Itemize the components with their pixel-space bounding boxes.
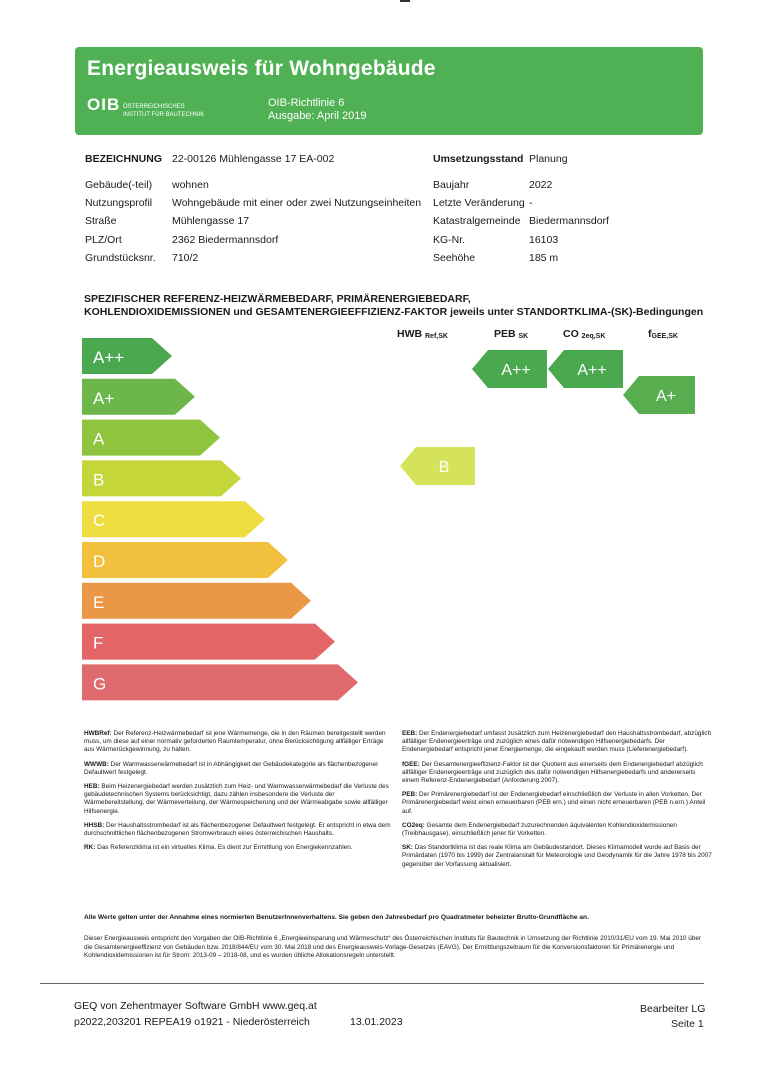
assumption-note: Alle Werte gelten unter der Annahme eines normierten BenutzerInnenverhaltens. Sie geben den Jahresbedarf pro Quadratmeter beheizter Brutto-Grundfläche an. — [84, 914, 589, 921]
scale-label: A+ — [93, 388, 115, 408]
definition-text: Das Standortklima ist das reale Klima am Gebäudestandort. Dieses Klimamodell wurde auf Basis der Primärdaten (1970 bis 1999) der Zentralanstalt für Meteorologie und Geodynamik für die Jahre 1978 bis 2007 gegenüber der Vorfassung aktualisiert. — [402, 844, 712, 868]
scale-arrow — [82, 664, 358, 700]
definition-term: HEB: — [84, 783, 100, 791]
building-detail-label: Nutzungsprofil — [85, 197, 153, 210]
guideline: OIB-Richtlinie 6 — [268, 97, 345, 109]
building-detail-label: Seehöhe — [433, 251, 476, 264]
column-peb-main: PEB — [494, 328, 516, 340]
hwb-marker-shape — [400, 447, 475, 485]
building-detail-label: Baujahr — [433, 179, 470, 191]
umsetzung-value: Planung — [529, 153, 568, 165]
definition-term: fGEE: — [402, 760, 420, 768]
bezeichnung-value: 22-00126 Mühlengasse 17 EA-002 — [172, 153, 335, 165]
fgee-result-label: A+ — [655, 388, 677, 405]
building-detail-value: 710/2 — [172, 251, 199, 264]
column-peb-sub: SK — [518, 333, 529, 340]
header-banner — [75, 47, 703, 135]
hwb-result-marker — [400, 447, 475, 485]
umsetzung-label: Umsetzungsstand — [433, 153, 524, 165]
scale-label: C — [93, 511, 106, 531]
footer-date: 13.01.2023 — [350, 1016, 403, 1028]
guideline-info — [268, 97, 366, 123]
definition-term: PEB: — [402, 791, 418, 799]
definition-item — [402, 730, 712, 755]
oib-logo: OIB — [87, 95, 121, 114]
rating-title-line-2: KOHLENDIOXIDEMISSIONEN und GESAMTENERGIEEFFIZIENZ-FAKTOR jeweils unter STANDORTKLIMA-(SK)-Bedingungen — [84, 306, 704, 318]
footer-code: p2022,203201 REPEA19 o1921 - Niederösterreich — [74, 1016, 310, 1028]
definition-term: HHSB: — [84, 821, 105, 829]
scale-label: B — [93, 470, 105, 490]
definition-term: CO2eq: — [402, 821, 425, 829]
scale-label: E — [93, 592, 105, 612]
column-fgee-main: f — [648, 328, 652, 340]
scale-arrow — [82, 583, 311, 619]
hwb-result-label: B — [438, 459, 450, 476]
column-hwb — [397, 328, 448, 340]
definition-item — [84, 761, 394, 777]
definition-text: Der Warmwasserwärmebedarf ist in Abhängigkeit der Gebäudekategorie als flächenbezogener Defaultwert festgelegt. — [84, 760, 379, 776]
page-title: Energieausweis für Wohngebäude — [87, 57, 436, 80]
definition-item — [402, 844, 712, 869]
definition-term: RK: — [84, 844, 96, 852]
efficiency-scale — [82, 338, 372, 708]
peb-result-marker — [472, 350, 547, 388]
footer-editor: Bearbeiter LG — [640, 1003, 706, 1015]
fgee-result-marker — [623, 376, 695, 414]
definition-item — [402, 761, 712, 786]
column-co2-sub: 2eq,SK — [581, 333, 606, 340]
definition-item — [84, 844, 394, 852]
scale-class-c — [82, 501, 265, 537]
building-detail-value: 2022 — [529, 179, 553, 191]
edition: Ausgabe: April 2019 — [268, 110, 367, 122]
scale-class-f — [82, 624, 335, 660]
top-mark — [400, 0, 410, 2]
scale-label: F — [93, 633, 104, 653]
scale-class-aplusplus — [82, 338, 172, 374]
definition-text: Der Referenz-Heizwärmebedarf ist jene Wärmemenge, die in den Räumen bereitgestellt werden muss, um diese auf einer normativ geforderten Raumtemperatur, ohne Berücksichtigung allfälliger Erträge aus Wärmerückgewinnung, zu halten. — [84, 730, 386, 754]
column-co2 — [563, 328, 605, 340]
scale-label: A — [93, 429, 105, 449]
definition-term: WWWB: — [84, 760, 109, 768]
building-detail-label: PLZ/Ort — [85, 233, 122, 246]
definition-text: Der Endenergiebedarf umfasst zusätzlich zum Heizenergiebedarf den Haushaltsstrombedarf, abzüglich allfälliger Endenergieerträge und zuzüglich eines dafür notwendigen Hilfsenergiebedarfs. Der Endenergiebedarf entspricht jener Energiemenge, die eingekauft werden muss (Lieferenergiebedarf). — [402, 730, 712, 754]
column-hwb-main: HWB — [397, 328, 423, 340]
building-detail-label: Straße — [85, 215, 117, 228]
definition-term: HWBRef: — [84, 730, 112, 737]
scale-arrow — [82, 624, 335, 660]
definition-item — [84, 730, 394, 755]
institute-line-2: INSTITUT FÜR BAUTECHNIK — [123, 112, 205, 118]
scale-label: D — [93, 552, 106, 571]
column-fgee-sub: GEE,SK — [651, 333, 678, 340]
institute-name — [123, 103, 204, 119]
definitions-right — [402, 730, 712, 875]
building-detail-label: Katastralgemeinde — [433, 215, 521, 228]
building-detail-value: Biedermannsdorf — [529, 215, 609, 228]
scale-class-g — [82, 664, 358, 700]
definition-term: EEB: — [402, 730, 418, 737]
efficiency-scale-svg — [82, 338, 372, 708]
definition-text: Gesamte dem Endenergiebedarf zuzurechnenden äquivalenten Kohlendioxidemissionen (Treibhausgase), einschließlich jener für Vorketten. — [402, 821, 677, 838]
legal-note: Dieser Energieausweis entspricht den Vorgaben der OIB-Richtlinie 6 „Energieeinsparung und Wärmeschutz“ des Österreichischen Instituts für Bautechnik in Umsetzung der Richtlinie 2010/31/EU vom 19. Mai 2010 über die Gesamtenergieeffizienz von Gebäuden bzw. 2018/844/EU vom 30. Mai 2018 und des Energieausweis-Vorlage-Gesetzes (EAVG). Der Ermittlungszeitraum für die Konversionsfaktoren für Primärenergie und Kohlendioxidemissionen ist für Strom: 2013-09 – 2018-08, und es wurden übliche Allokationsregeln unterstellt. — [84, 935, 702, 960]
building-detail-value: wohnen — [172, 179, 209, 191]
definitions-left — [84, 730, 394, 858]
building-detail-value: - — [529, 197, 533, 210]
definition-item — [402, 822, 712, 838]
building-detail-value: 185 m — [529, 251, 559, 264]
scale-label: A++ — [93, 348, 125, 367]
footer-divider — [40, 983, 704, 984]
scale-class-b — [82, 460, 241, 496]
co2-result-marker — [548, 350, 623, 388]
footer-page: Seite 1 — [671, 1018, 704, 1030]
building-detail-value: Wohngebäude mit einer oder zwei Nutzungseinheiten — [172, 197, 422, 210]
scale-arrow — [82, 542, 288, 578]
footer-software: GEQ von Zehentmayer Software GmbH www.geq.at — [74, 1000, 317, 1012]
building-detail-label: Letzte Veränderung — [433, 197, 525, 210]
peb-result-label: A++ — [501, 362, 531, 379]
definition-text: Beim Heizenergiebedarf werden zusätzlich zum Heiz- und Warmwasserwärmebedarf die Verluste des gebäudetechnischen Systems berücksichtigt, dazu zählen insbesondere die Verluste der Wärmebereitstellung, der Wärmeverteilung, der Wärmespeicherung und der Wärmeabgabe sowie allfälliger Hilfsenergie. — [84, 783, 389, 815]
column-hwb-sub: Ref,SK — [425, 333, 448, 340]
building-detail-value: 2362 Biedermannsdorf — [172, 233, 279, 246]
rating-title-line-1: SPEZIFISCHER REFERENZ-HEIZWÄRMEBEDARF, PRIMÄRENERGIEBEDARF, — [84, 293, 471, 305]
institute-line-1: ÖSTERREICHISCHES — [123, 104, 185, 110]
building-detail-label: Grundstücksnr. — [85, 251, 156, 264]
rating-section-title — [84, 293, 704, 319]
definition-text: Das Referenzklima ist ein virtuelles Klima. Es dient zur Ermittlung von Energiekennzahlen. — [95, 844, 353, 852]
definition-text: Der Primärenergiebedarf ist der Endenergiebedarf einschließlich der Verluste in allen Vorketten. Der Primärenergiebedarf weist einen erneuerbaren (PEB ern.) und einen nicht erneuerbaren (PEB n.ern.) Anteil auf. — [402, 791, 706, 815]
scale-class-a — [82, 420, 220, 456]
definition-text: Der Haushaltsstrombedarf ist als flächenbezogener Defaultwert festgelegt. Er entspricht in etwa dem durchschnittlichen flächenbezogenen Stromverbrauch eines österreichischen Haushalts. — [84, 821, 391, 838]
co2-result-label: A++ — [577, 362, 607, 379]
definition-item — [84, 822, 394, 838]
definition-item — [402, 791, 712, 816]
definition-text: Der Gesamtenergieeffizienz-Faktor ist der Quotient aus einerseits dem Endenergiebedarf abzüglich allfälliger Endenergieerträge und zuzüglich des dafür notwendigen Hilfsenergiebedarfs und andererseits einem Referenz-Endenergiebedarf (Anforderung 2007). — [402, 760, 703, 785]
scale-class-d — [82, 542, 288, 578]
definition-item — [84, 783, 394, 816]
column-fgee — [648, 328, 678, 340]
column-co2-main: CO — [563, 328, 579, 340]
definition-term: SK: — [402, 844, 414, 852]
bezeichnung-label: BEZEICHNUNG — [85, 153, 163, 165]
building-detail-value: 16103 — [529, 233, 559, 246]
building-detail-label: Gebäude(-teil) — [85, 179, 153, 191]
scale-label: G — [93, 674, 107, 694]
building-detail-value: Mühlengasse 17 — [172, 215, 250, 228]
scale-arrow — [82, 501, 265, 537]
scale-arrow — [82, 460, 241, 496]
building-detail-label: KG-Nr. — [433, 233, 466, 246]
scale-class-e — [82, 583, 311, 619]
scale-class-aplus — [82, 379, 195, 415]
column-peb — [494, 328, 528, 340]
